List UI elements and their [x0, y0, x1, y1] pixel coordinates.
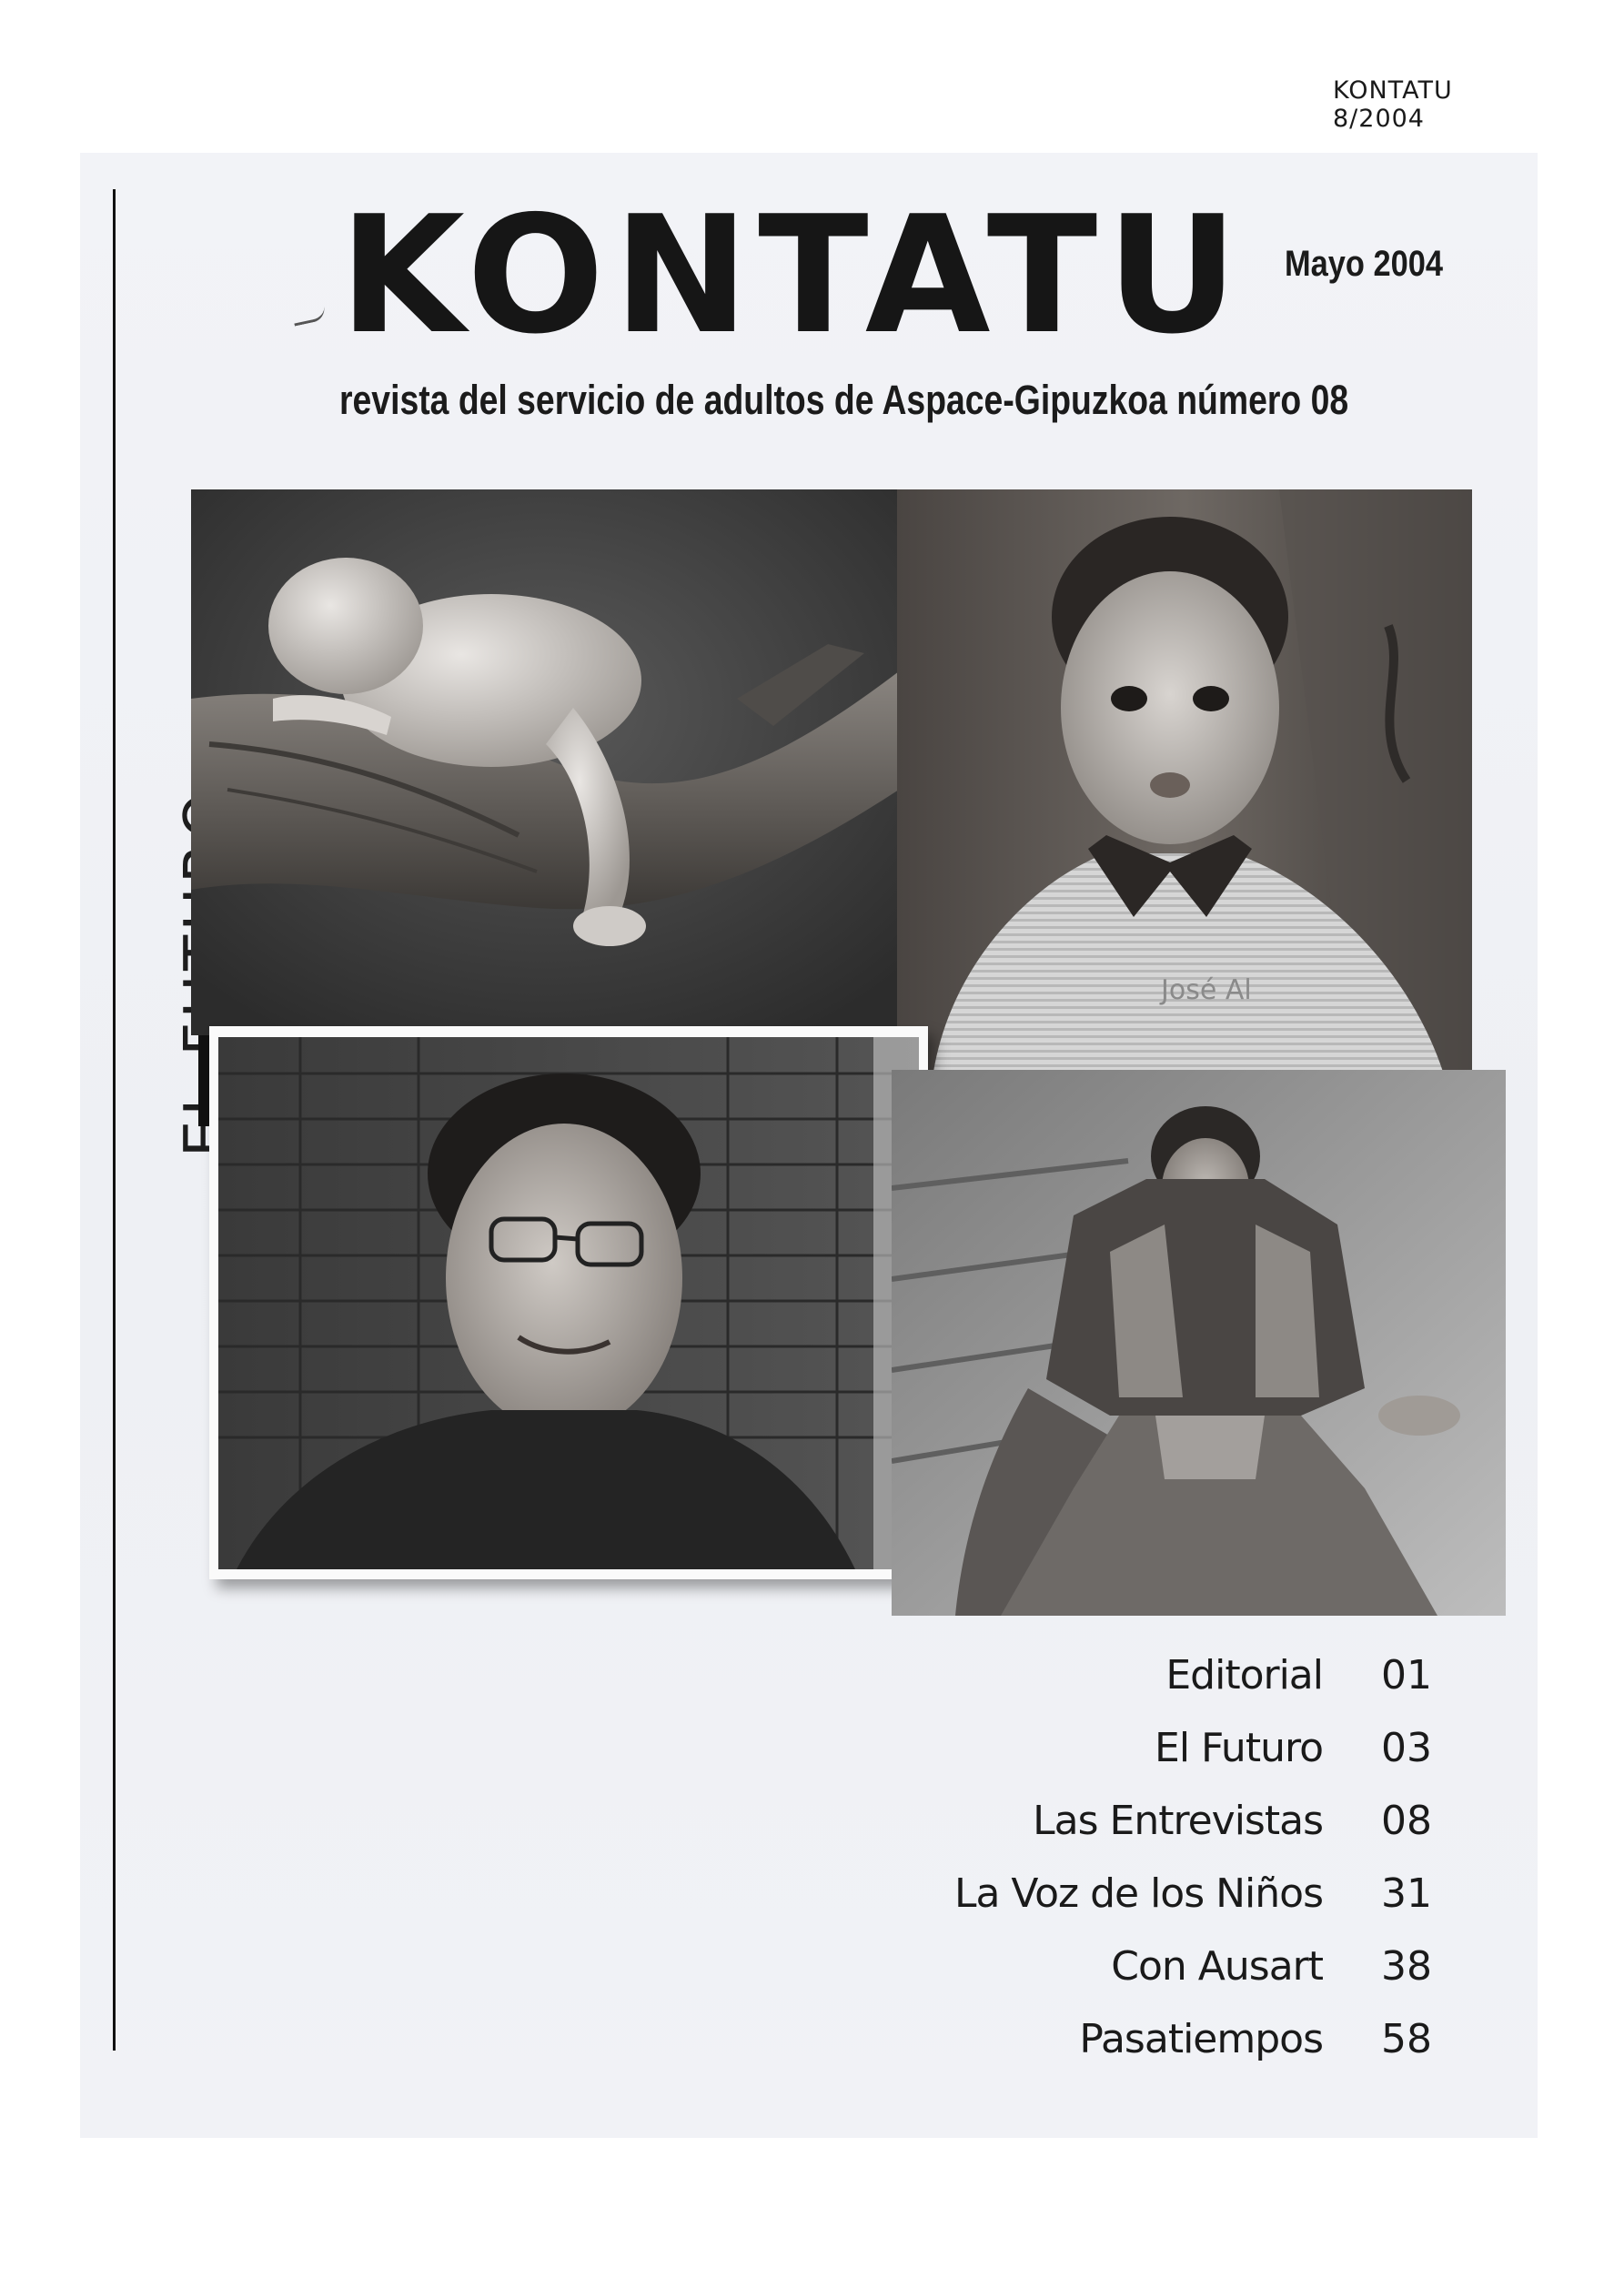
- toc-entry-title: Editorial: [1165, 1652, 1323, 1698]
- toc-entry-page: 38: [1381, 1943, 1432, 1990]
- shirt-name-text: José Al: [1161, 974, 1252, 1006]
- toc-entry-title: La Voz de los Niños: [953, 1870, 1323, 1917]
- table-of-contents: [928, 1639, 1474, 2076]
- toc-entry-title: Con Ausart: [1111, 1943, 1323, 1990]
- toc-entry-title: El Futuro: [1155, 1725, 1323, 1771]
- masthead-subtitle: revista del servicio de adultos de Aspace-Gipuzkoa número 08: [339, 377, 1349, 423]
- photo-young-man: [218, 1037, 919, 1569]
- photo-boy: [897, 489, 1472, 1072]
- toc-entry-title: Pasatiempos: [1079, 2016, 1323, 2062]
- issue-date: Mayo 2004: [1285, 244, 1444, 284]
- toc-entry-page: 03: [1381, 1725, 1432, 1771]
- masthead-title: KONTATU: [339, 181, 1247, 369]
- toc-entry[interactable]: [928, 1930, 1474, 2003]
- toc-entry[interactable]: [928, 1712, 1474, 1785]
- photo-baby: [191, 489, 899, 1035]
- toc-entry[interactable]: [928, 1639, 1474, 1712]
- photo-teenager: [892, 1070, 1506, 1616]
- toc-entry-page: 31: [1381, 1870, 1432, 1917]
- toc-entry-page: 58: [1381, 2016, 1432, 2062]
- toc-entry-page: 01: [1381, 1652, 1432, 1698]
- toc-entry[interactable]: [928, 1785, 1474, 1858]
- side-rule: [113, 189, 116, 2051]
- toc-entry[interactable]: [928, 2003, 1474, 2076]
- running-head: KONTATU 8/2004: [1333, 76, 1453, 133]
- toc-entry-title: Las Entrevistas: [1033, 1798, 1323, 1844]
- toc-entry[interactable]: [928, 1858, 1474, 1930]
- toc-entry-page: 08: [1381, 1798, 1432, 1844]
